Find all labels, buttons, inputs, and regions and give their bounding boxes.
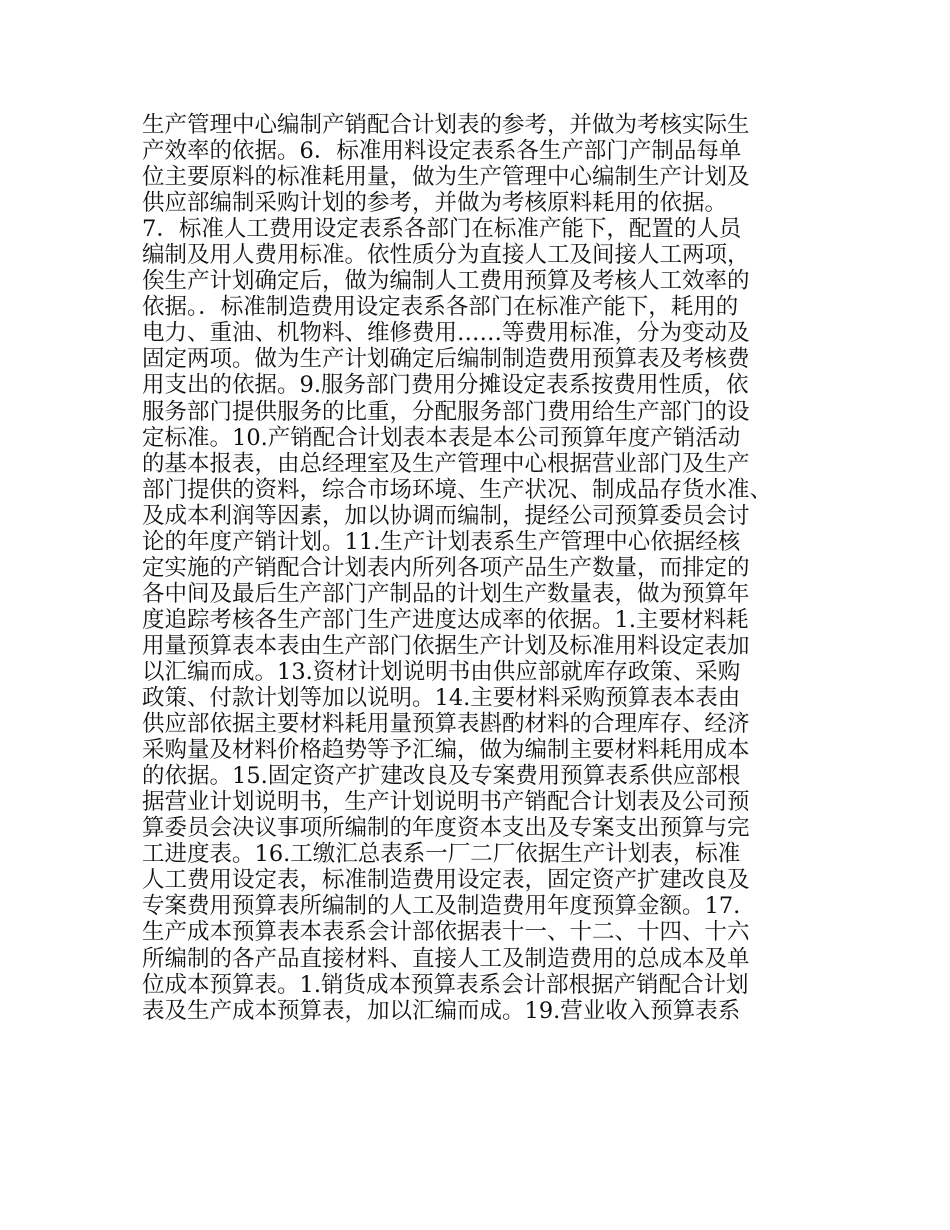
text-line: 产效率的依据。6．标准用料设定表系各生产部门产制品每单 xyxy=(142,138,742,165)
text-line: 工进度表。16.工缴汇总表系一厂二厂依据生产计划表，标准 xyxy=(142,841,741,868)
text-line: 专案费用预算表所编制的人工及制造费用年度预算金额。17. xyxy=(142,893,741,920)
text-line: 固定两项。做为生产计划确定后编制制造费用预算表及考核费 xyxy=(142,346,750,373)
text-line: 电力、重油、机物料、维修费用……等费用标准，分为变动及 xyxy=(142,320,750,347)
text-line: 部门提供的资料，综合市场环境、生产状况、制成品存货水准、 xyxy=(142,476,773,503)
text-line: 编制及用人费用标准。依性质分为直接人工及间接人工两项， xyxy=(142,242,750,269)
text-line: 生产管理中心编制产销配合计划表的参考，并做为考核实际生 xyxy=(142,112,750,138)
text-line: 位主要原料的标准耗用量，做为生产管理中心编制生产计划及 xyxy=(142,164,750,191)
text-line: 供应部编制采购计划的参考，并做为考核原料耗用的依据。 xyxy=(142,190,728,217)
text-line: 服务部门提供服务的比重，分配服务部门费用给生产部门的设 xyxy=(142,398,750,425)
text-line: 采购量及材料价格趋势等予汇编，做为编制主要材料耗用成本 xyxy=(142,737,750,764)
text-line: 及成本利润等因素，加以协调而编制，提经公司预算委员会讨 xyxy=(142,502,750,529)
text-line: 各中间及最后生产部门产制品的计划生产数量表，做为预算年 xyxy=(142,580,750,607)
text-line: 所编制的各产品直接材料、直接人工及制造费用的总成本及单 xyxy=(142,945,750,972)
text-line: 的基本报表，由总经理室及生产管理中心根据营业部门及生产 xyxy=(142,450,750,477)
text-line: 政策、付款计划等加以说明。14.主要材料采购预算表本表由 xyxy=(142,685,741,712)
text-line: 的依据。15.固定资产扩建改良及专案费用预算表系供应部根 xyxy=(142,763,741,790)
body-text xyxy=(142,112,814,1024)
text-line: 俟生产计划确定后，做为编制人工费用预算及考核人工效率的 xyxy=(142,268,750,295)
text-line: 度追踪考核各生产部门生产进度达成率的依据。1.主要材料耗 xyxy=(142,606,749,633)
text-line: 定实施的产销配合计划表内所列各项产品生产数量，而排定的 xyxy=(142,554,750,581)
text-line: 算委员会决议事项所编制的年度资本支出及专案支出预算与完 xyxy=(142,815,750,842)
text-line: 定标准。10.产销配合计划表本表是本公司预算年度产销活动 xyxy=(142,424,741,451)
text-line: 据营业计划说明书，生产计划说明书产销配合计划表及公司预 xyxy=(142,789,750,816)
text-line: 位成本预算表。1.销货成本预算表系会计部根据产销配合计划 xyxy=(142,971,749,998)
text-line: 7．标准人工费用设定表系各部门在标准产能下，配置的人员 xyxy=(142,216,742,243)
text-line: 用量预算表本表由生产部门依据生产计划及标准用料设定表加 xyxy=(142,632,750,659)
text-line: 用支出的依据。9.服务部门费用分摊设定表系按费用性质，依 xyxy=(142,372,749,399)
text-line: 以汇编而成。13.资材计划说明书由供应部就库存政策、采购 xyxy=(142,658,741,685)
text-line: 生产成本预算表本表系会计部依据表十一、十二、十四、十六 xyxy=(142,919,750,946)
text-line: 人工费用设定表，标准制造费用设定表，固定资产扩建改良及 xyxy=(142,867,750,894)
text-line: 论的年度产销计划。11.生产计划表系生产管理中心依据经核 xyxy=(142,528,741,555)
text-line: 表及生产成本预算表，加以汇编而成。19.营业收入预算表系 xyxy=(142,997,741,1024)
text-line: 供应部依据主要材料耗用量预算表斟酌材料的合理库存、经济 xyxy=(142,711,750,738)
text-line: 依据。．标准制造费用设定表系各部门在标准产能下，耗用的 xyxy=(142,294,739,321)
